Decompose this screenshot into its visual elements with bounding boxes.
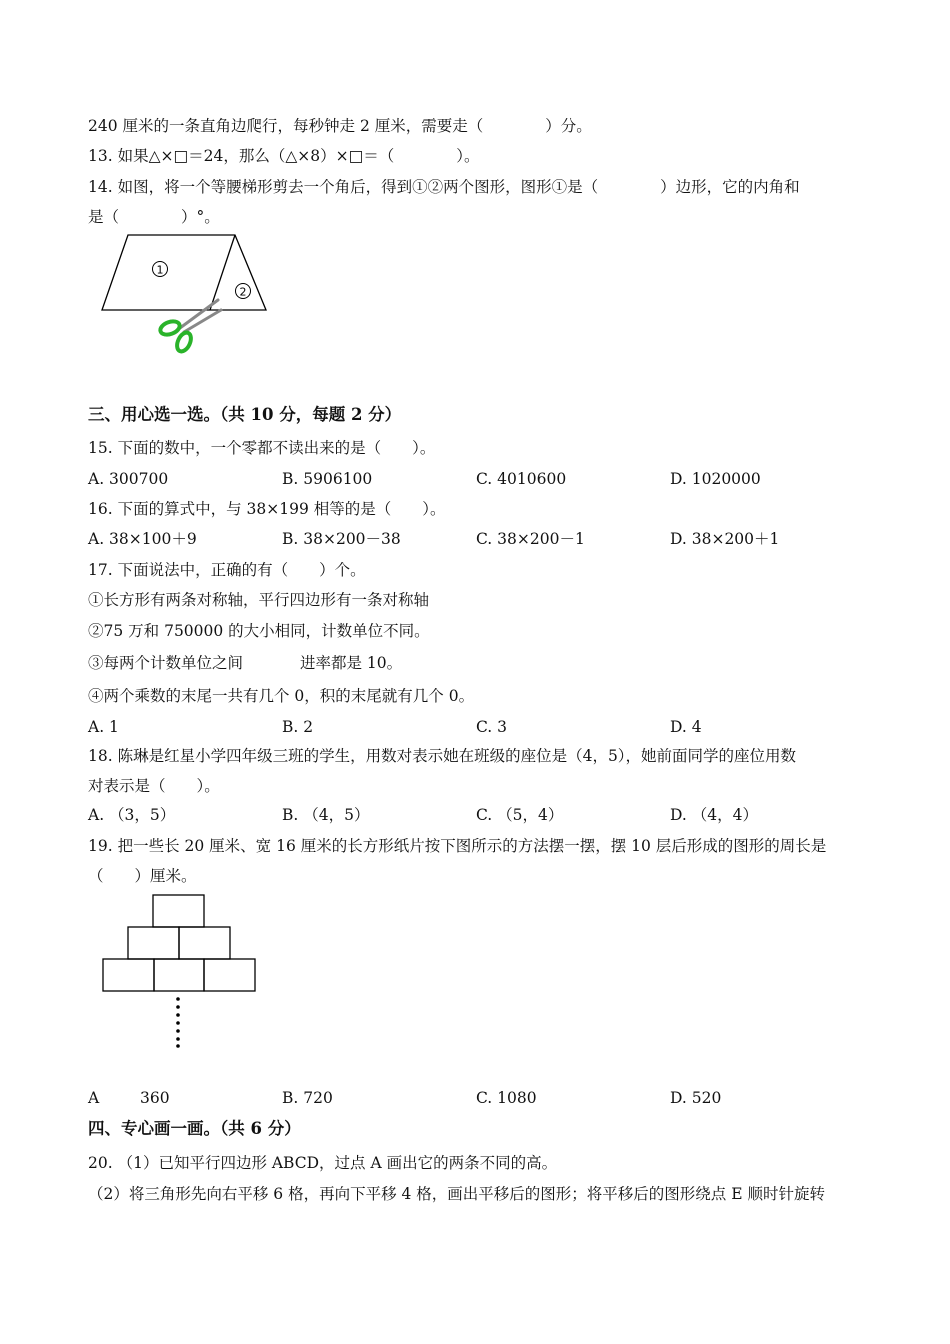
q18-option-b: B. （4，5） (282, 806, 370, 824)
q18-text-line1: 18. 陈琳是红星小学四年级三班的学生，用数对表示她在班级的座位是（4，5），她前面同学的座位用数 (88, 747, 797, 765)
q18-text-line2: 对表示是（ ）。 (88, 777, 220, 795)
cut-line (210, 235, 235, 310)
rect-row1 (153, 895, 204, 927)
label1: 1 (156, 263, 164, 277)
q17-option-d: D. 4 (670, 718, 702, 736)
q16-option-b: B. 38×200－38 (282, 530, 401, 548)
q19-text-line1: 19. 把一些长 20 厘米、宽 16 厘米的长方形纸片按下图所示的方法摆一摆，摆 10 层后形成的图形的周长是 (88, 837, 827, 855)
label2: 2 (239, 285, 247, 299)
q17-statement-3b: 进率都是 10。 (300, 654, 403, 672)
q16-option-a: A. 38×100＋9 (88, 530, 197, 548)
q19-option-a-value: 360 (140, 1089, 170, 1107)
q19-option-d: D. 520 (670, 1089, 722, 1107)
q16-option-c: C. 38×200－1 (476, 530, 585, 548)
section-3-heading: 三、用心选一选。（共 10 分，每题 2 分） (88, 405, 402, 424)
rect-row3-3 (204, 959, 255, 991)
q19-stacked-rectangles-figure (100, 893, 260, 1053)
q17-text: 17. 下面说法中，正确的有（ ）个。 (88, 561, 366, 579)
rect-row3-2 (154, 959, 204, 991)
q17-statement-2: ②75 万和 750000 的大小相同，计数单位不同。 (88, 622, 430, 640)
q15-option-b: B. 5906100 (282, 470, 373, 488)
q18-option-d: D. （4，4） (670, 806, 758, 824)
q17-statement-4: ④两个乘数的末尾一共有几个 0，积的末尾就有几个 0。 (88, 687, 475, 705)
q13-text: 13. 如果△×□＝24，那么（△×8）×□＝（ ）。 (88, 147, 480, 165)
continuation-dots (176, 997, 180, 1048)
q17-option-b: B. 2 (282, 718, 314, 736)
q18-option-c: C. （5，4） (476, 806, 564, 824)
q17-statement-3a: ③每两个计数单位之间 (88, 654, 244, 672)
rect-row2-1 (128, 927, 179, 959)
rect-row3-1 (103, 959, 154, 991)
rect-row2-2 (179, 927, 230, 959)
q17-statement-1: ①长方形有两条对称轴，平行四边形有一条对称轴 (88, 591, 430, 609)
q20-part1: 20. （1）已知平行四边形 ABCD，过点 A 画出它的两条不同的高。 (88, 1154, 558, 1172)
q15-option-a: A. 300700 (88, 470, 169, 488)
q12-continuation: 240 厘米的一条直角边爬行，每秒钟走 2 厘米，需要走（ ）分。 (88, 117, 592, 135)
q16-option-d: D. 38×200＋1 (670, 530, 780, 548)
q19-option-b: B. 720 (282, 1089, 333, 1107)
q18-option-a: A. （3，5） (88, 806, 176, 824)
scissors-icon (159, 300, 221, 354)
section-4-heading: 四、专心画一画。（共 6 分） (88, 1119, 301, 1138)
q19-option-c: C. 1080 (476, 1089, 537, 1107)
q15-text: 15. 下面的数中，一个零都不读出来的是（ ）。 (88, 439, 436, 457)
q20-part2: （2）将三角形先向右平移 6 格，再向下平移 4 格，画出平移后的图形；将平移后的图形绕点 E 顺时针旋转 (88, 1185, 825, 1203)
q14-text-line1: 14. 如图，将一个等腰梯形剪去一个角后，得到①②两个图形，图形①是（ ）边形，它的内角和 (88, 178, 800, 196)
q15-option-d: D. 1020000 (670, 470, 761, 488)
q16-text: 16. 下面的算式中，与 38×199 相等的是（ ）。 (88, 500, 446, 518)
q14-trapezoid-figure (98, 232, 278, 357)
q19-option-a-letter: A (88, 1089, 100, 1107)
q17-option-a: A. 1 (88, 718, 119, 736)
q19-text-line2: （ ）厘米。 (88, 867, 197, 885)
q14-text-line2: 是（ ）°。 (88, 208, 220, 226)
q17-option-c: C. 3 (476, 718, 508, 736)
q15-option-c: C. 4010600 (476, 470, 567, 488)
